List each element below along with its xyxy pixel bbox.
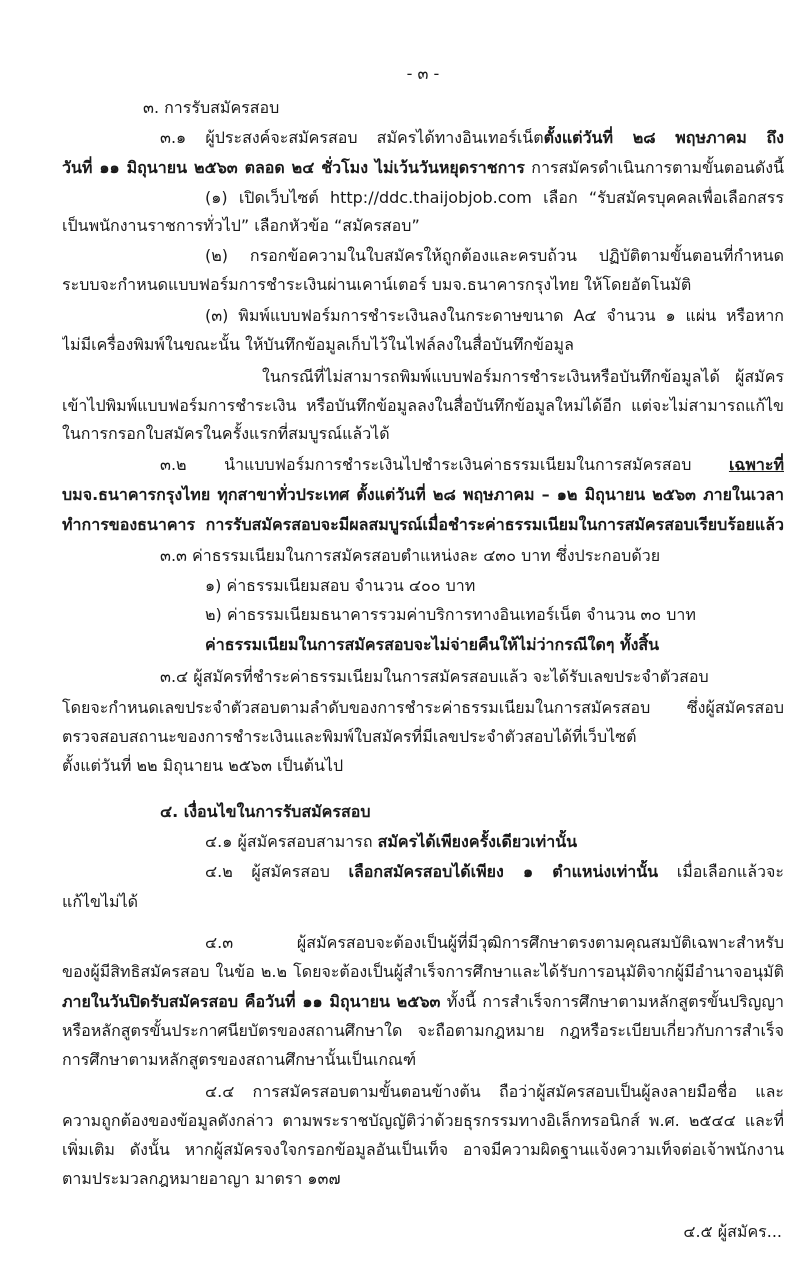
text-segment: ระบบจะกำหนดแบบฟอร์มการชำระเงินผ่านเคาน์เตอร์ บมจ.ธนาคารกรุงไทย ให้โดยอัตโนมัติ	[62, 275, 692, 294]
text-line	[62, 633, 784, 657]
text-line	[62, 860, 784, 884]
text-segment: เพิ่มเติม ดังนั้น หากผู้สมัครจงใจกรอกข้อมูลอันเป็นเท็จ อาจมีความผิดฐานแจ้งความเท็จต่อเจ้าพนักงาน	[62, 1140, 784, 1159]
text-segment: (๓) พิมพ์แบบฟอร์มการชำระเงินลงในกระดาษขนาด A๔ จำนวน ๑ แผ่น หรือหาก	[205, 306, 784, 325]
text-line	[62, 483, 784, 507]
text-line	[62, 333, 784, 357]
text-line	[62, 214, 784, 238]
text-segment: บมจ.ธนาคารกรุงไทย ทุกสาขาทั่วประเทศ ตั้งแต่วันที่ ๒๘ พฤษภาคม – ๑๒ มิถุนายน ๒๕๖๓ ภายในเวลา	[62, 485, 784, 504]
text-segment: ในกรณีที่ไม่สามารถพิมพ์แบบฟอร์มการชำระเงินหรือบันทึกข้อมูลได้ ผู้สมัคร	[262, 367, 784, 386]
text-line	[62, 1138, 784, 1162]
text-segment: เป็นพนักงานราชการทั่วไป” เลือกหัวข้อ “สมัครสอบ”	[62, 216, 420, 235]
text-segment: ๓. การรับสมัครสอบ	[143, 98, 280, 117]
text-line	[62, 186, 784, 210]
text-line	[62, 422, 784, 446]
text-segment: การสมัครดำเนินการตามขั้นตอนดังนี้	[524, 158, 784, 177]
text-segment: ของผู้มีสิทธิสมัครสอบ ในข้อ ๒.๒ โดยจะต้องเป็นผู้สำเร็จการศึกษาและได้รับการอนุมัติจากผู้มีอำนาจอนุมัติ	[62, 962, 784, 981]
text-line	[62, 304, 784, 328]
text-segment: เมื่อเลือกแล้วจะ	[676, 862, 784, 881]
text-line	[62, 890, 784, 914]
text-line	[62, 665, 784, 689]
text-segment: ภายในวันปิดรับสมัครสอบ คือวันที่ ๑๑ มิถุนายน ๒๕๖๓	[62, 992, 441, 1011]
text-line	[62, 1080, 784, 1104]
text-segment: ความถูกต้องของข้อมูลดังกล่าว ตามพระราชบัญญัติว่าด้วยธุรกรรมทางอิเล็กทรอนิกส์ พ.ศ. ๒๕๔๔ และที่	[62, 1111, 784, 1130]
text-line	[62, 544, 784, 568]
text-line	[62, 931, 784, 955]
text-line	[62, 1048, 784, 1072]
text-line	[62, 960, 784, 984]
text-segment: ๓.๔ ผู้สมัครที่ชำระค่าธรรมเนียมในการสมัครสอบแล้ว จะได้รับเลขประจำตัวสอบ	[160, 667, 709, 686]
text-segment: วันที่ ๑๑ มิถุนายน ๒๕๖๓ ตลอด ๒๔ ชั่วโมง ไม่เว้นวันหยุดราชการ	[62, 158, 525, 177]
text-line	[62, 574, 784, 598]
text-segment: โดยจะกำหนดเลขประจำตัวสอบตามลำดับของการชำระค่าธรรมเนียมในการสมัครสอบ ซึ่งผู้สมัครสอบ	[62, 698, 784, 717]
text-line	[62, 513, 784, 537]
text-line	[62, 1019, 784, 1043]
text-line	[62, 244, 784, 268]
text-segment: ๔.๔ การสมัครสอบตามขั้นตอนข้างต้น ถือว่าผู้สมัครสอบเป็นผู้ลงลายมือชื่อ และ	[205, 1082, 784, 1101]
text-line	[62, 603, 784, 627]
text-line	[62, 453, 784, 477]
text-segment: ตามประมวลกฎหมายอาญา มาตรา ๑๓๗	[62, 1169, 341, 1188]
text-segment: ๓.๒ นำแบบฟอร์มการชำระเงินไปชำระเงินค่าธรรมเนียมในการสมัครสอบ	[160, 455, 729, 474]
text-line	[62, 156, 784, 180]
text-line	[62, 830, 784, 854]
text-segment: ๔.๒ ผู้สมัครสอบ	[205, 862, 349, 881]
text-segment: ตั้งแต่วันที่ ๒๒ มิถุนายน ๒๕๖๓ เป็นต้นไป	[62, 756, 344, 775]
text-segment: ในการกรอกใบสมัครในครั้งแรกที่สมบูรณ์แล้วได้	[62, 424, 390, 443]
text-line	[62, 365, 784, 389]
text-line	[62, 96, 784, 120]
text-segment: แก้ไขไม่ได้	[62, 892, 139, 911]
text-line	[62, 754, 784, 778]
text-segment: ตรวจสอบสถานะของการชำระเงินและพิมพ์ใบสมัครที่มีเลขประจำตัวสอบได้ที่เว็บไซต์	[62, 727, 637, 746]
text-segment: ๔.๑ ผู้สมัครสอบสามารถ	[205, 832, 378, 851]
text-segment: ไม่มีเครื่องพิมพ์ในขณะนั้น ให้บันทึกข้อมูลเก็บไว้ในไฟล์ลงในสื่อบันทึกข้อมูล	[62, 335, 574, 354]
text-segment: (๑) เปิดเว็บไซต์ http://ddc.thaijobjob.com เลือก “รับสมัครบุคคลเพื่อเลือกสรร	[205, 188, 784, 207]
text-line	[62, 394, 784, 418]
text-segment: หรือหลักสูตรขั้นประกาศนียบัตรของสถานศึกษาใด จะถือตามกฎหมาย กฎหรือระเบียบเกี่ยวกับการสำเร็จ	[62, 1021, 784, 1040]
text-segment: ๒) ค่าธรรมเนียมธนาคารรวมค่าบริการทางอินเทอร์เน็ต จำนวน ๓๐ บาท	[205, 605, 696, 624]
text-segment: ๔.๓ ผู้สมัครสอบจะต้องเป็นผู้ที่มีวุฒิการศึกษาตรงตามคุณสมบัติเฉพาะสำหรับ	[205, 933, 784, 952]
text-line	[62, 1220, 782, 1244]
text-segment: (๒) กรอกข้อความในใบสมัครให้ถูกต้องและครบถ้วน ปฏิบัติตามขั้นตอนที่กำหนด	[205, 246, 784, 265]
text-segment: สมัครได้เพียงครั้งเดียวเท่านั้น	[377, 832, 578, 851]
text-segment: เลือกสมัครสอบได้เพียง ๑ ตำแหน่งเท่านั้น	[348, 862, 659, 881]
text-segment: ๓.๑ ผู้ประสงค์จะสมัครสอบ สมัครได้ทางอินเทอร์เน็ต	[160, 128, 544, 147]
text-line	[62, 990, 784, 1014]
text-segment: การศึกษาตามหลักสูตรของสถานศึกษานั้นเป็นเกณฑ์	[62, 1050, 417, 1069]
text-line	[62, 1109, 784, 1133]
text-segment: ๓.๓ ค่าธรรมเนียมในการสมัครสอบตำแหน่งละ ๔๓๐ บาท ซึ่งประกอบด้วย	[160, 546, 661, 565]
text-segment: ทั้งนี้ การสำเร็จการศึกษาตามหลักสูตรขั้นปริญญา	[446, 992, 784, 1011]
text-line	[62, 1167, 784, 1191]
text-line	[62, 725, 784, 749]
text-segment: ๑) ค่าธรรมเนียมสอบ จำนวน ๔๐๐ บาท	[205, 576, 476, 595]
text-segment: เฉพาะที่	[728, 455, 784, 474]
page-number: - ๓ -	[406, 64, 440, 83]
text-segment: ทำการของธนาคาร การรับสมัครสอบจะมีผลสมบูรณ์เมื่อชำระค่าธรรมเนียมในการสมัครสอบเรียบร้อยแล้ว	[62, 515, 784, 534]
text-line	[62, 696, 784, 720]
text-line	[62, 273, 784, 297]
text-line	[62, 800, 784, 824]
text-segment: ค่าธรรมเนียมในการสมัครสอบจะไม่จ่ายคืนให้ไม่ว่ากรณีใดๆ ทั้งสิ้น	[205, 635, 660, 654]
text-segment: เข้าไปพิมพ์แบบฟอร์มการชำระเงิน หรือบันทึกข้อมูลลงในสื่อบันทึกข้อมูลใหม่ได้อีก แต่จะไม่สามารถแก้ไข	[62, 396, 784, 415]
text-line	[62, 126, 784, 150]
text-segment: ๔. เงื่อนไขในการรับสมัครสอบ	[160, 802, 371, 821]
text-segment: ตั้งแต่วันที่ ๒๘ พฤษภาคม ถึง	[543, 128, 784, 147]
text-segment: ๔.๕ ผู้สมัคร...	[683, 1222, 782, 1241]
